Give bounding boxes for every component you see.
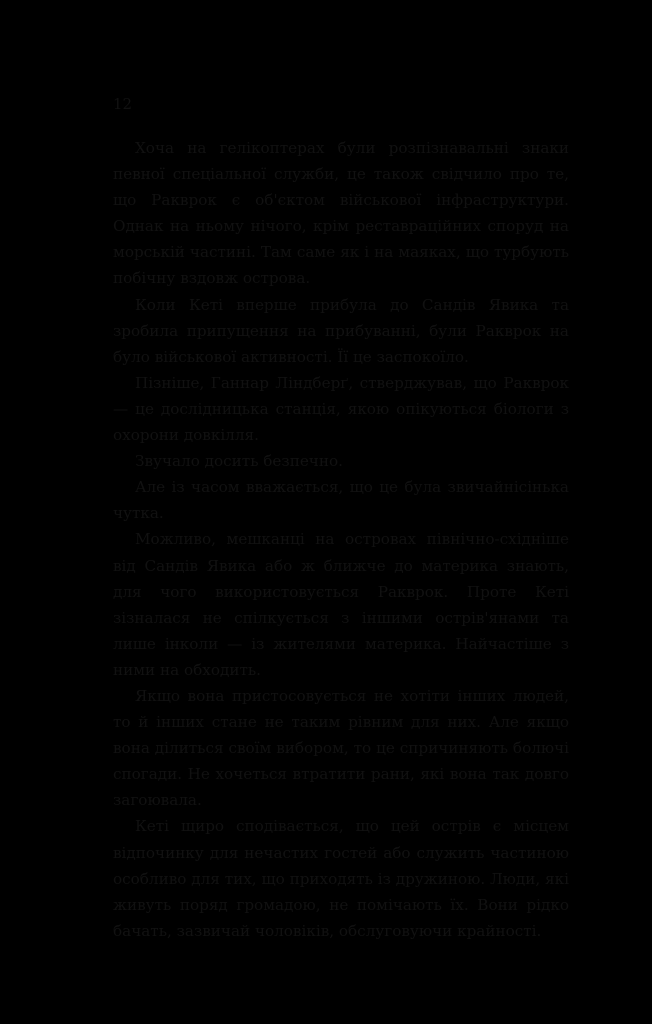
paragraph: Кеті щиро сподівається, що цей острів є місцем відпочинку для нечастих гостей або служить частиною особливо для тих, що приходять із дружиною. Люди, які живуть поряд громадою, не помічають їх. Вони рідко бачать, зазвичай чоловіків, обслуговуючи крайності.: [113, 817, 569, 940]
paragraph: Звучало досить безпечно.: [135, 452, 343, 471]
paragraph: Якщо вона пристосовується не хотіти інших людей, то й інших стане не таким рівним для них. Але якщо вона ділиться своїм вибором, то це спричиняють болючі спогади. Не хочеться втратити рани, які вона так довго загоювала.: [113, 686, 569, 810]
body-text: [113, 135, 569, 944]
paragraph: Пізніше, Ганнар Ліндберґ, стверджував, що Ракврок — це дослідницька станція, якою опікуються біологи з охорони довкілля.: [113, 373, 569, 445]
paragraph: Хоча на гелікоптерах були розпізнавальні знаки певної спеціальної служби, це також свідчило про те, що Ракврок є об'єктом військової інфраструктури. Однак на ньому нічого, крім реставраційних споруд на морській частині. Там саме як і на маяках, що турбують побічну вздовж острова.: [113, 139, 569, 288]
paragraph: Але із часом вважається, що це була звичайнісінька чутка.: [113, 478, 569, 523]
paragraph: Можливо, мешканці на островах північно-східніше від Сандів Явика або ж ближче до материка знають, для чого використовується Ракврок. Проте Кеті зізналася не спілкується з іншими острів'янами та лише інколи — із жителями материка. Найчастіше з ними на обходить.: [113, 530, 569, 679]
paragraph: Коли Кеті вперше прибула до Сандів Явика та зробила припущення на прибуванні, були Ракврок на було військової активності. Її це заспокоїло.: [113, 295, 569, 366]
page-number: 12: [113, 95, 133, 113]
